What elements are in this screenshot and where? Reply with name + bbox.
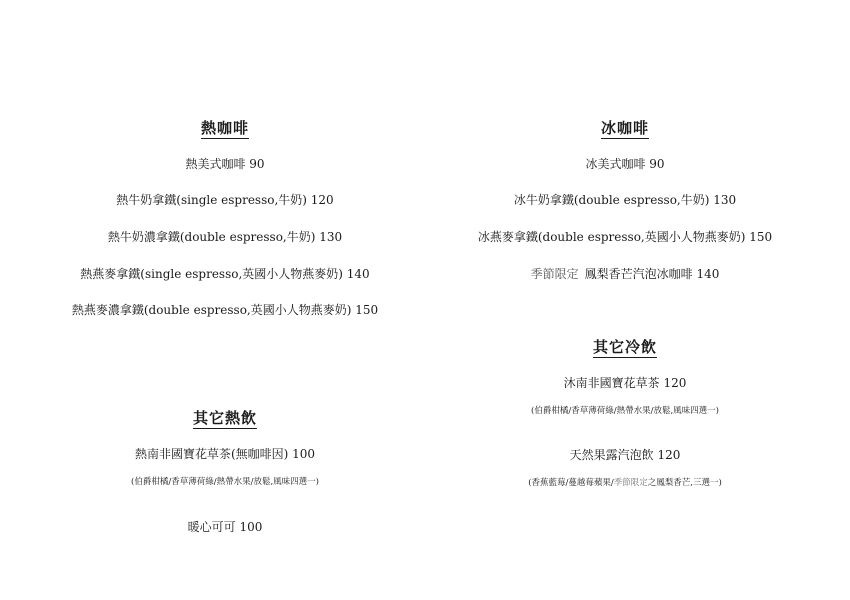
hot-coffee-heading: 熱咖啡 bbox=[200, 119, 249, 137]
seasonal-item-label: 鳳梨香芒汽泡冰咖啡 140 bbox=[584, 267, 720, 281]
menu-item: 天然果露汽泡飲 120 bbox=[569, 448, 681, 462]
menu-item: 熱南非國寶花草茶(無咖啡因) 100 bbox=[134, 447, 316, 461]
flavor-note: (伯爵柑橘/香草薄荷綠/熱帶水果/放鬆,風味四選一) bbox=[531, 406, 719, 416]
flavor-note-part: (香蕉藍莓/蔓越莓蘋果/ bbox=[528, 478, 614, 488]
menu-item: 沐南非國寶花草茶 120 bbox=[563, 376, 687, 390]
menu-item: 冰燕麥拿鐵(double espresso,英國小人物燕麥奶) 150 bbox=[477, 230, 773, 244]
other-cold-heading: 其它冷飲 bbox=[592, 338, 657, 356]
seasonal-tag: 季節限定 bbox=[613, 478, 648, 488]
menu-item: 冰美式咖啡 90 bbox=[585, 157, 665, 171]
menu-item: 冰牛奶拿鐵(double espresso,牛奶) 130 bbox=[513, 193, 737, 207]
hot-coffee-section bbox=[70, 0, 380, 600]
seasonal-menu-item bbox=[450, 265, 800, 282]
menu-item: 暖心可可 100 bbox=[187, 520, 263, 534]
seasonal-tag: 季節限定 bbox=[530, 267, 579, 281]
other-hot-heading: 其它熱飲 bbox=[192, 409, 257, 427]
iced-coffee-section bbox=[470, 0, 780, 600]
flavor-note-part: 之鳳梨香芒,三選一) bbox=[647, 478, 722, 488]
flavor-note bbox=[450, 476, 800, 488]
menu-item: 熱牛奶濃拿鐵(double espresso,牛奶) 130 bbox=[107, 230, 343, 244]
menu-item: 熱燕麥拿鐵(single espresso,英國小人物燕麥奶) 140 bbox=[80, 267, 370, 281]
menu-item: 熱牛奶拿鐵(single espresso,牛奶) 120 bbox=[116, 193, 334, 207]
flavor-note: (伯爵柑橘/香草薄荷綠/熱帶水果/放鬆,風味四選一) bbox=[131, 477, 319, 487]
menu-item: 熱美式咖啡 90 bbox=[185, 157, 265, 171]
iced-coffee-heading: 冰咖啡 bbox=[600, 119, 649, 137]
menu-item: 熱燕麥濃拿鐵(double espresso,英國小人物燕麥奶) 150 bbox=[71, 303, 379, 317]
